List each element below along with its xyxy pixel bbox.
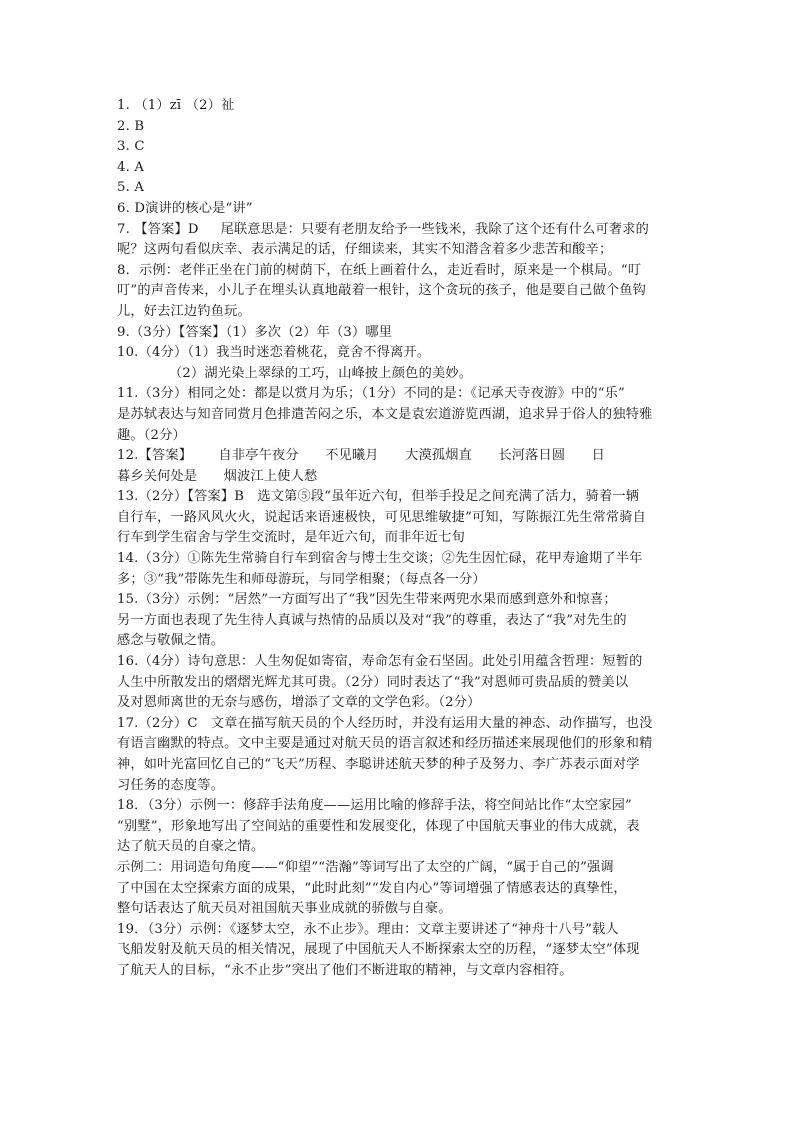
answer-line: 17.（2分）C 文章在描写航天员的个人经历时，并没有运用大量的神态、动作描写，也没	[117, 715, 653, 731]
answer-line: 4. A	[117, 159, 145, 175]
answer-line: 1. （1）zī （2）祉	[117, 98, 235, 113]
answer-line: 了航天人的目标，“永不止步”突出了他们不断进取的精神，与文章内容相符。	[117, 962, 573, 978]
answer-line: 另一方面也表现了先生待人真诚与热情的品质以及对“我”的尊重，表达了“我”对先生的	[117, 612, 627, 628]
answer-line: 7. 【答案】D 尾联意思是：只要有老朋友给予一些钱米，我除了这个还有什么可奢求的	[117, 221, 650, 237]
answer-line: “别墅”，形象地写出了空间站的重要性和发展变化，体现了中国航天事业的伟大成就，表	[117, 818, 640, 834]
answer-line: 是苏轼表达与知音同赏月色排遣苦闷之乐，本文是袁宏道游览西湖，追求异于俗人的独特雅	[117, 406, 653, 422]
answer-line: 整句话表达了航天员对祖国航天事业成就的骄傲与自豪。	[117, 901, 452, 917]
answer-line: 16.（4分）诗句意思：人生匆促如寄宿，寿命怎有金石坚固。此处引用蕴含哲理：短暂的	[117, 654, 643, 670]
answer-line: 飞船发射及航天员的相关情况，展现了中国航天人不断探索太空的历程，“逐梦太空”体现	[117, 942, 640, 958]
answer-line: 习任务的态度等。	[117, 777, 225, 793]
answer-line: 19．（3分）示例：《逐梦太空，永不止步》。理由：文章主要讲述了“神舟十八号”载人	[117, 921, 619, 937]
answer-line: 呢？这两句看似庆幸、表示满足的话，仔细读来，其实不知潜含着多少悲苦和酸辛；	[117, 242, 613, 258]
answer-line: 儿，好去江边钓鱼玩。	[117, 303, 251, 319]
answer-line: 5. A	[117, 180, 145, 196]
answer-line: 神，如叶光富回忆自己的“飞天”历程、李聪讲述航天梦的种子及努力、李广苏表示面对学	[117, 757, 640, 772]
answer-line: 6. D演讲的核心是“讲”	[117, 200, 253, 216]
answer-line: 趣。（2分）	[117, 427, 186, 443]
answer-sheet	[117, 96, 695, 982]
answer-line: 多；③“我”带陈先生和师母游玩，与同学相聚；（每点各一分）	[117, 571, 486, 587]
answer-line: 14.（3分）①陈先生常骑自行车到宿舍与博士生交谈；②先生因忙碌，花甲寿逾期了半年	[117, 551, 643, 567]
answer-line: 自行车，一路风风火火，说起话来语速极快，可见思维敏捷”可知，写陈振江先生常常骑自	[117, 509, 647, 525]
answer-line: 2. B	[117, 118, 145, 134]
answer-line: 示例二：用词造句角度——“仰望”“浩瀚”等词写出了太空的广阔，“属于自己的”强调	[117, 859, 614, 875]
answer-line: 11.（3分）相同之处：都是以赏月为乐；（1分）不同的是：《记承天寺夜游》中的“乐”	[117, 386, 625, 402]
answer-line: 3. C	[117, 139, 145, 155]
answer-line: 人生中所散发出的熠熠光辉尤其可贵。（2分）同时表达了“我”对恩师可贵品质的赞美以	[117, 674, 629, 690]
answer-line: 10.（4分）（1）我当时迷恋着桃花，竟舍不得离开。	[117, 345, 431, 361]
answer-line: 15.（3分）示例：“居然”一方面写出了“我”因先生带来两兜水果而感到意外和惊喜；	[117, 592, 617, 608]
answer-line: 13.（2分）【答案】B 选文第⑤段“虽年近六旬，但举手投足之间充满了活力，骑着一辆	[117, 489, 640, 505]
answer-line: 及对恩师离世的无奈与感伤，增添了文章的文学色彩。（2分）	[117, 695, 481, 711]
answer-line: 12.【答案】 自非亭午夜分 不见曦月 大漠孤烟直 长河落日圆 日	[117, 448, 606, 464]
answer-line: 了中国在太空探索方面的成果，“此时此刻”“发自内心”等词增强了情感表达的真挚性，	[117, 880, 627, 896]
answer-line: 8．示例：老伴正坐在门前的树荫下，在纸上画着什么，走近看时，原来是一个棋局。“叮	[117, 262, 642, 278]
answer-line: 9.（3分）【答案】（1）多次（2）年（3）哪里	[117, 324, 393, 340]
answer-line: 达了航天员的自豪之情。	[117, 839, 265, 855]
answer-line: 行车到学生宿舍与学生交流时，是年近六旬，而非年近七旬	[117, 530, 466, 546]
answer-line: （2）湖光染上翠绿的工巧，山峰披上颜色的美妙。	[169, 365, 473, 381]
answer-line: 18．（3分）示例一：修辞手法角度——运用比喻的修辞手法，将空间站比作“太空家园”	[117, 798, 633, 814]
answer-line: 有语言幽默的特点。文中主要是通过对航天员的语言叙述和经历描述来展现他们的形象和精	[117, 736, 653, 752]
answer-line: 叮”的声音传来，小儿子在埋头认真地敲着一根针，这个贪玩的孩子，他是要自己做个鱼钩	[117, 283, 647, 299]
answer-line: 感念与敬佩之情。	[117, 633, 225, 649]
answer-line: 暮乡关何处是 烟波江上使人愁	[117, 468, 318, 484]
